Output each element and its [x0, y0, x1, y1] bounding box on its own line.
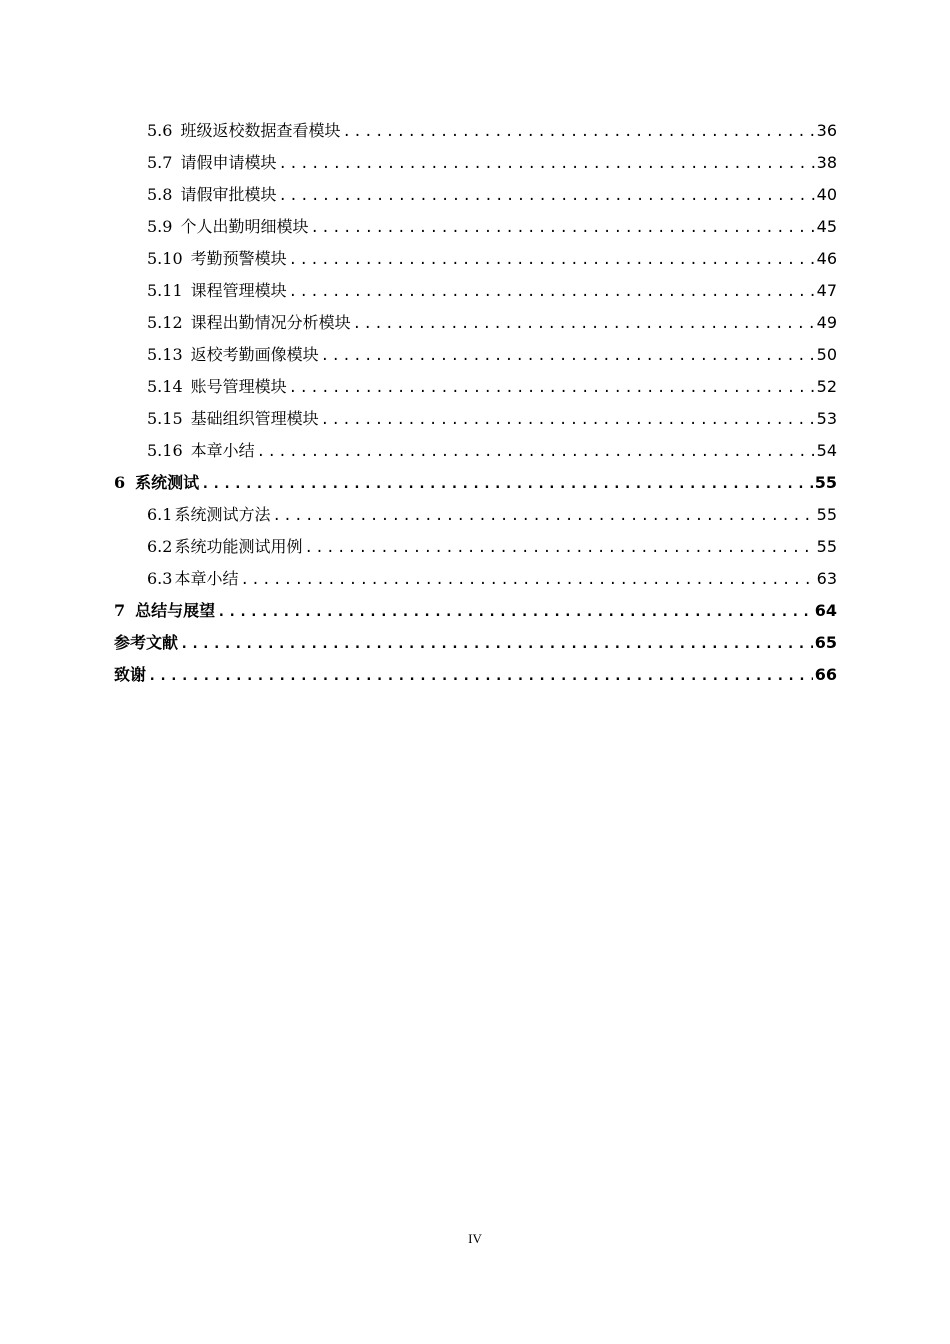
toc-entry-number: 5.8: [147, 185, 173, 204]
toc-entry-5-11[interactable]: [114, 275, 837, 307]
toc-entry-references[interactable]: [114, 627, 837, 659]
toc-entry-page: 50: [816, 345, 837, 364]
toc-entry-page: 46: [816, 249, 837, 268]
toc-entry-title: 本章小结: [174, 569, 239, 588]
dot-leader: [304, 532, 814, 564]
toc-entry-5-12[interactable]: [114, 307, 837, 339]
dot-leader: [289, 372, 815, 404]
toc-entry-5-15[interactable]: [114, 403, 837, 435]
toc-entry-5-13[interactable]: [114, 339, 837, 371]
table-of-contents: [114, 115, 837, 691]
toc-entry-5-7[interactable]: [114, 147, 837, 179]
dot-leader: [272, 500, 814, 532]
toc-entry-page: 64: [814, 601, 837, 620]
toc-entry-5-9[interactable]: [114, 211, 837, 243]
toc-entry-page: 55: [816, 537, 837, 556]
dot-leader: [201, 468, 813, 500]
dot-leader: [342, 116, 814, 148]
toc-entry-number: 5.13: [147, 345, 183, 364]
dot-leader: [148, 660, 813, 692]
toc-entry-title: 总结与展望: [135, 601, 216, 620]
toc-entry-page: 53: [816, 409, 837, 428]
toc-entry-7[interactable]: [114, 595, 837, 627]
toc-entry-page: 47: [816, 281, 837, 300]
toc-entry-number: 5.12: [147, 313, 183, 332]
toc-entry-acknowledgements[interactable]: [114, 659, 837, 691]
dot-leader: [217, 596, 813, 628]
toc-entry-number: 5.11: [147, 281, 183, 300]
toc-entry-number: 6: [114, 473, 126, 492]
dot-leader: [321, 340, 815, 372]
toc-entry-number: 5.10: [147, 249, 183, 268]
toc-entry-number: 5.14: [147, 377, 183, 396]
toc-entry-5-6[interactable]: [114, 115, 837, 147]
toc-entry-page: 49: [816, 313, 837, 332]
toc-entry-title: 请假申请模块: [180, 153, 277, 172]
dot-leader: [289, 276, 815, 308]
toc-entry-title: 参考文献: [114, 633, 179, 652]
toc-entry-6-2[interactable]: [114, 531, 837, 563]
toc-entry-number: 7: [114, 601, 126, 620]
page-number: IV: [468, 1231, 482, 1246]
dot-leader: [180, 628, 813, 660]
toc-entry-page: 65: [814, 633, 837, 652]
toc-entry-number: 5.6: [147, 121, 173, 140]
toc-entry-number: 6.3: [147, 569, 173, 588]
dot-leader: [278, 180, 814, 212]
toc-entry-number: 6.1: [147, 505, 173, 524]
toc-entry-title: 本章小结: [190, 441, 255, 460]
dot-leader: [310, 212, 814, 244]
toc-entry-5-10[interactable]: [114, 243, 837, 275]
toc-entry-title: 课程管理模块: [190, 281, 287, 300]
toc-entry-page: 55: [816, 505, 837, 524]
toc-entry-title: 基础组织管理模块: [190, 409, 319, 428]
toc-entry-title: 系统测试: [135, 473, 200, 492]
toc-entry-title: 致谢: [114, 665, 147, 684]
dot-leader: [278, 148, 814, 180]
toc-entry-title: 系统测试方法: [174, 505, 271, 524]
toc-entry-5-16[interactable]: [114, 435, 837, 467]
dot-leader: [289, 244, 815, 276]
toc-entry-page: 52: [816, 377, 837, 396]
toc-entry-5-8[interactable]: [114, 179, 837, 211]
toc-entry-title: 班级返校数据查看模块: [180, 121, 341, 140]
toc-entry-page: 55: [814, 473, 837, 492]
toc-entry-title: 账号管理模块: [190, 377, 287, 396]
toc-entry-number: 5.15: [147, 409, 183, 428]
dot-leader: [321, 404, 815, 436]
dot-leader: [240, 564, 814, 596]
toc-entry-title: 系统功能测试用例: [174, 537, 303, 556]
toc-entry-title: 返校考勤画像模块: [190, 345, 319, 364]
toc-entry-page: 63: [816, 569, 837, 588]
toc-entry-number: 5.16: [147, 441, 183, 460]
toc-entry-5-14[interactable]: [114, 371, 837, 403]
toc-entry-title: 考勤预警模块: [190, 249, 287, 268]
toc-entry-page: 45: [816, 217, 837, 236]
toc-entry-number: 5.9: [147, 217, 173, 236]
toc-entry-page: 36: [816, 121, 837, 140]
toc-entry-page: 66: [814, 665, 837, 684]
toc-entry-page: 38: [816, 153, 837, 172]
dot-leader: [353, 308, 815, 340]
toc-entry-6-3[interactable]: [114, 563, 837, 595]
toc-entry-title: 课程出勤情况分析模块: [190, 313, 351, 332]
toc-entry-number: 5.7: [147, 153, 173, 172]
toc-entry-page: 40: [816, 185, 837, 204]
toc-entry-6[interactable]: [114, 467, 837, 499]
toc-entry-title: 请假审批模块: [180, 185, 277, 204]
toc-entry-6-1[interactable]: [114, 499, 837, 531]
toc-entry-title: 个人出勤明细模块: [180, 217, 309, 236]
toc-entry-number: 6.2: [147, 537, 173, 556]
toc-entry-page: 54: [816, 441, 837, 460]
dot-leader: [257, 436, 815, 468]
